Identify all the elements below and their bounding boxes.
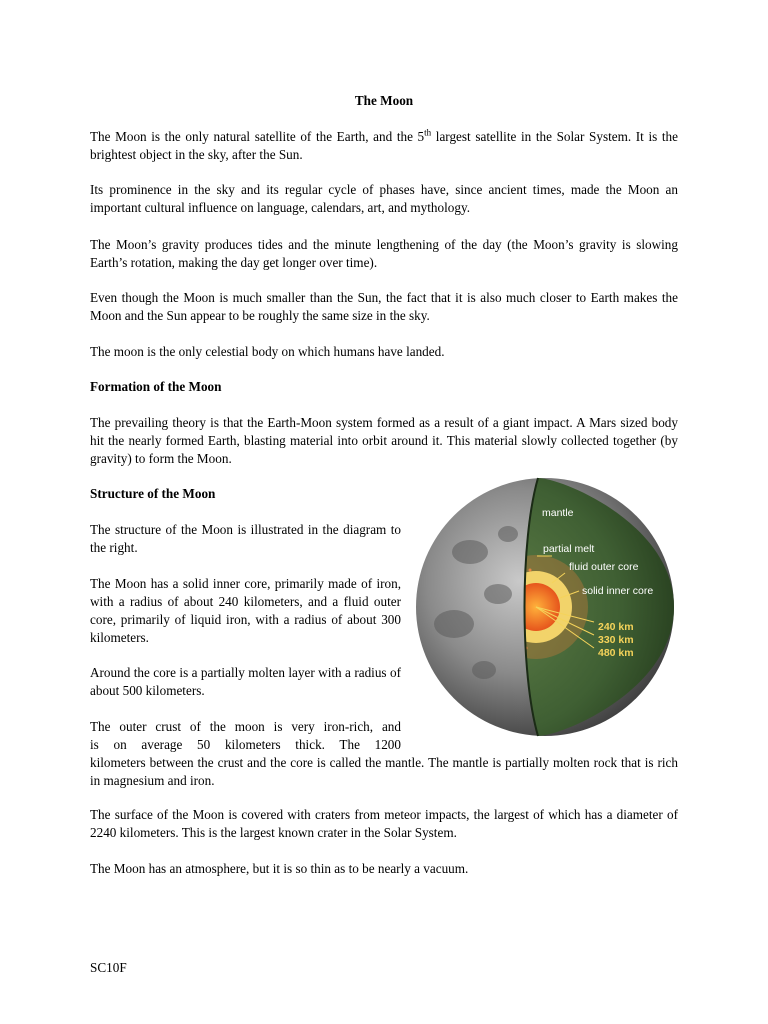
formation-heading: Formation of the Moon [90, 379, 222, 394]
structure-heading: Structure of the Moon [90, 486, 216, 501]
label-partial-melt: partial melt [543, 543, 595, 555]
structure-paragraph-2: The Moon has a solid inner core, primarily made of iron, with a radius of about 240 kilometers, and a fluid outer core, primarily of liquid iron, with a radius of about 300 kilometers. [90, 576, 401, 645]
label-solid-inner-core: solid inner core [582, 585, 654, 597]
intro-p1-start: The Moon is the only natural satellite of the Earth, and the 5 [90, 129, 425, 144]
structure-p4-line2: is on average 50 kilometers thick. The 1200 [90, 737, 401, 752]
label-mantle: mantle [542, 507, 574, 519]
intro-paragraph-5: The moon is the only celestial body on which humans have landed. [90, 344, 445, 359]
radius-480: 480 km [598, 647, 634, 659]
intro-p1-end: largest satellite in the Solar System. It is the brightest object in the sky, after the Sun. [90, 129, 678, 162]
ordinal-suffix: th [424, 127, 432, 138]
intro-paragraph-1 [90, 128, 678, 164]
structure-p4-line1: The outer crust of the moon is very iron-rich, and [90, 719, 401, 734]
structure-paragraph-3: Around the core is a partially molten layer with a radius of about 500 kilometers. [90, 665, 401, 698]
footer-code: SC10F [90, 960, 127, 975]
intro-paragraph-4: Even though the Moon is much smaller than the Sun, the fact that it is also much closer to Earth makes the Moon and the Sun appear to be roughly the same size in the sky. [90, 290, 678, 323]
radius-240: 240 km [598, 621, 634, 633]
moon-cutaway-illustration [412, 474, 678, 740]
intro-paragraph-2: Its prominence in the sky and its regular cycle of phases have, since ancient times, made the Moon an important cultural influence on language, calendars, art, and mythology. [90, 182, 678, 215]
page-title: The Moon [354, 93, 414, 108]
intro-paragraph-3: The Moon’s gravity produces tides and the minute lengthening of the day (the Moon’s gravity is slowing Earth’s rotation, making the day get longer over time). [90, 237, 678, 270]
label-fluid-outer-core: fluid outer core [569, 561, 639, 573]
structure-paragraph-6: The Moon has an atmosphere, but it is so thin as to be nearly a vacuum. [90, 861, 469, 876]
structure-paragraph-5: The surface of the Moon is covered with craters from meteor impacts, the largest of which has a diameter of 2240 kilometers. This is the largest known crater in the Solar System. [90, 807, 678, 840]
formation-paragraph: The prevailing theory is that the Earth-Moon system formed as a result of a giant impact. A Mars sized body hit the nearly formed Earth, blasting material into orbit around it. This material slowly collected together (by gravity) to form the Moon. [90, 415, 678, 466]
radius-330: 330 km [598, 634, 634, 646]
structure-p4-rest: kilometers between the crust and the core is called the mantle. The mantle is partially molten rock that is rich in magnesium and iron. [90, 755, 678, 788]
moon-structure-diagram [412, 474, 678, 740]
structure-paragraph-1: The structure of the Moon is illustrated in the diagram to the right. [90, 522, 401, 555]
